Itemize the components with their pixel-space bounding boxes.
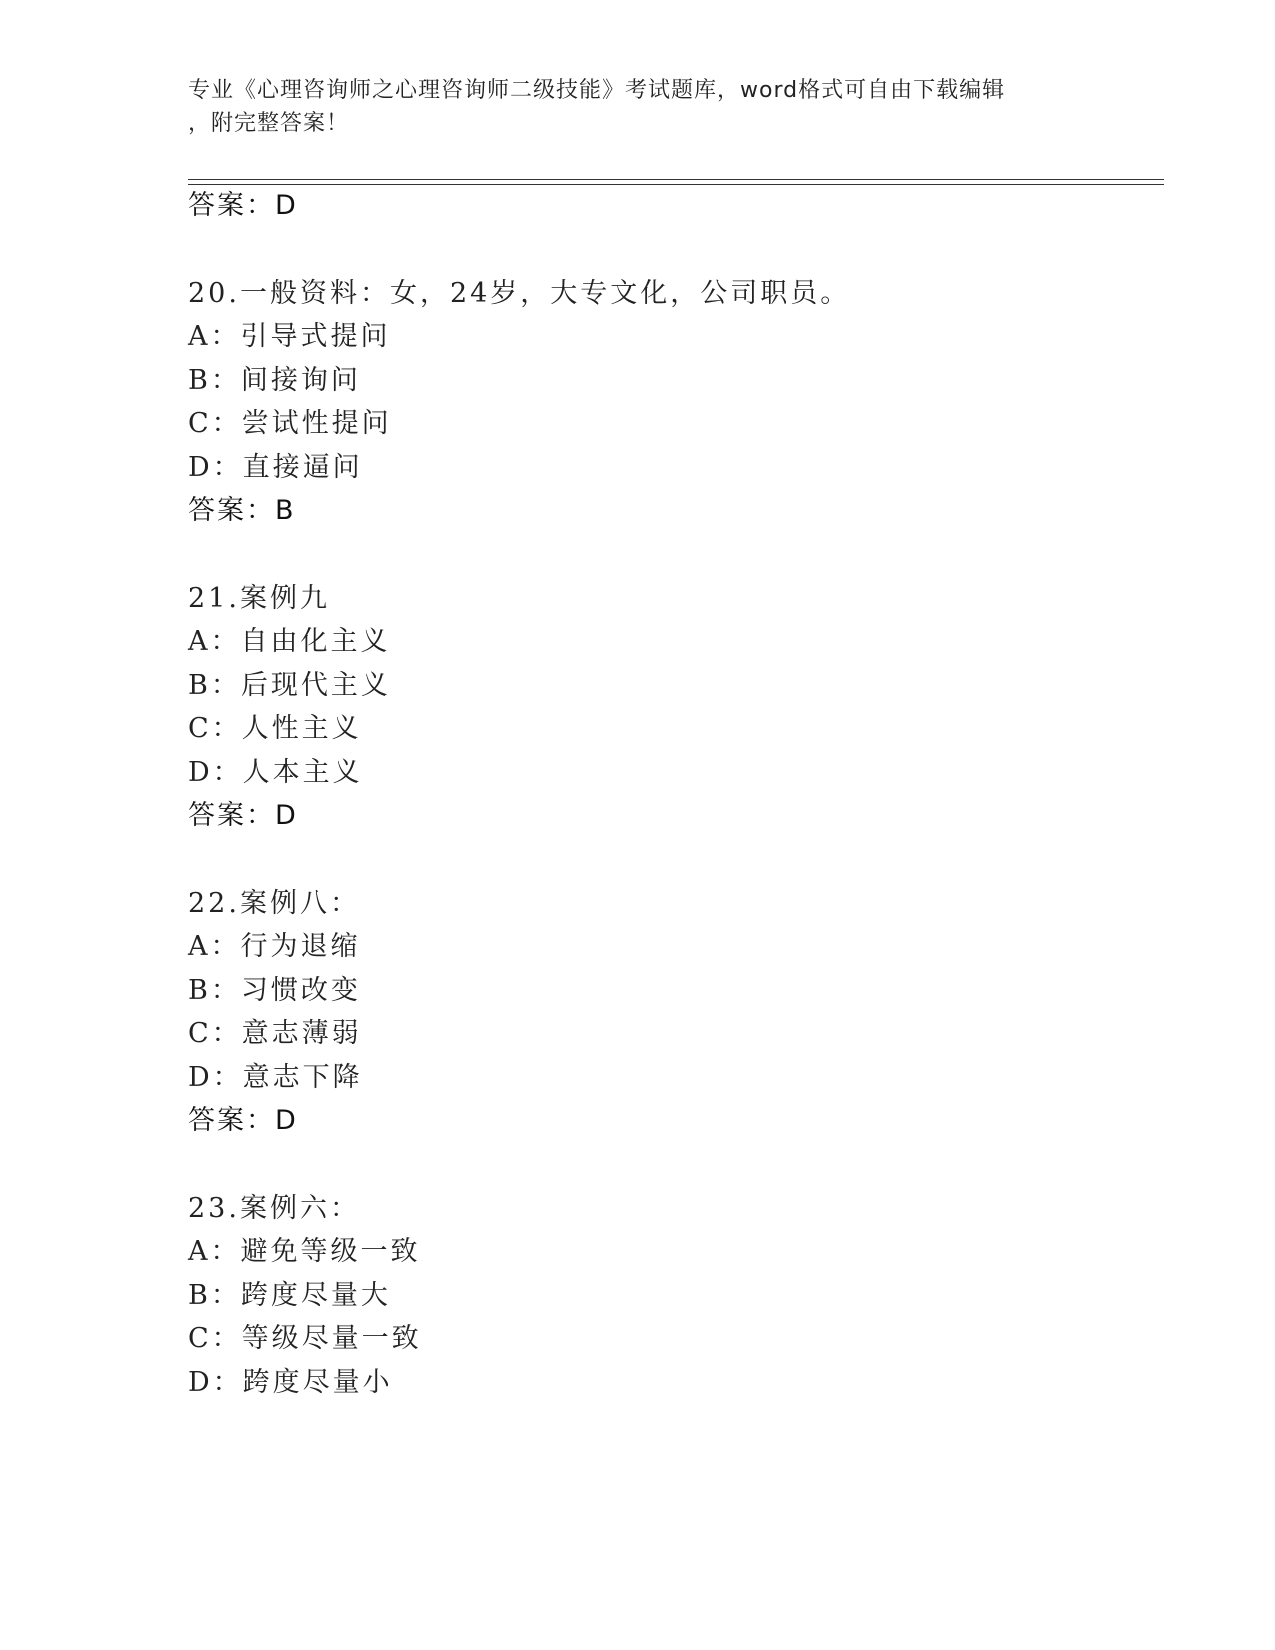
question-20-option-b: B：间接询问 — [188, 365, 361, 396]
question-21-option-c: C：人性主义 — [188, 713, 362, 744]
question-20-stem: 20.一般资料：女，24岁，大专文化，公司职员。 — [188, 278, 851, 309]
question-21-answer: 答案：D — [188, 800, 298, 831]
question-21-stem: 21.案例九 — [188, 583, 330, 614]
question-21-option-d: D：人本主义 — [188, 757, 363, 788]
question-21-option-b: B：后现代主义 — [188, 670, 391, 701]
question-22-option-c: C：意志薄弱 — [188, 1018, 362, 1049]
question-21-option-a: A：自由化主义 — [188, 626, 391, 657]
question-23-stem: 23.案例六： — [188, 1193, 360, 1224]
question-23-option-c: C：等级尽量一致 — [188, 1323, 422, 1354]
question-22-option-b: B：习惯改变 — [188, 975, 361, 1006]
document-header — [188, 74, 1088, 140]
question-22-answer: 答案：D — [188, 1105, 298, 1136]
question-22-option-d: D：意志下降 — [188, 1062, 363, 1093]
question-20-answer: 答案：B — [188, 495, 296, 526]
question-23-option-d: D：跨度尽量小 — [188, 1367, 393, 1398]
question-22-option-a: A：行为退缩 — [188, 931, 361, 962]
header-rule-top — [188, 179, 1164, 180]
question-20-option-a: A：引导式提问 — [188, 321, 391, 352]
question-20-option-d: D：直接逼问 — [188, 452, 363, 483]
question-20-option-c: C：尝试性提问 — [188, 408, 392, 439]
question-23-option-b: B：跨度尽量大 — [188, 1280, 391, 1311]
answer-19: 答案：D — [188, 190, 298, 221]
header-line-2: ，附完整答案！ — [188, 111, 350, 136]
question-23-option-a: A：避免等级一致 — [188, 1236, 421, 1267]
header-line-1: 专业《心理咨询师之心理咨询师二级技能》考试题库，word格式可自由下载编辑 — [188, 78, 1006, 103]
header-rule-bottom — [188, 184, 1164, 185]
question-22-stem: 22.案例八： — [188, 888, 360, 919]
